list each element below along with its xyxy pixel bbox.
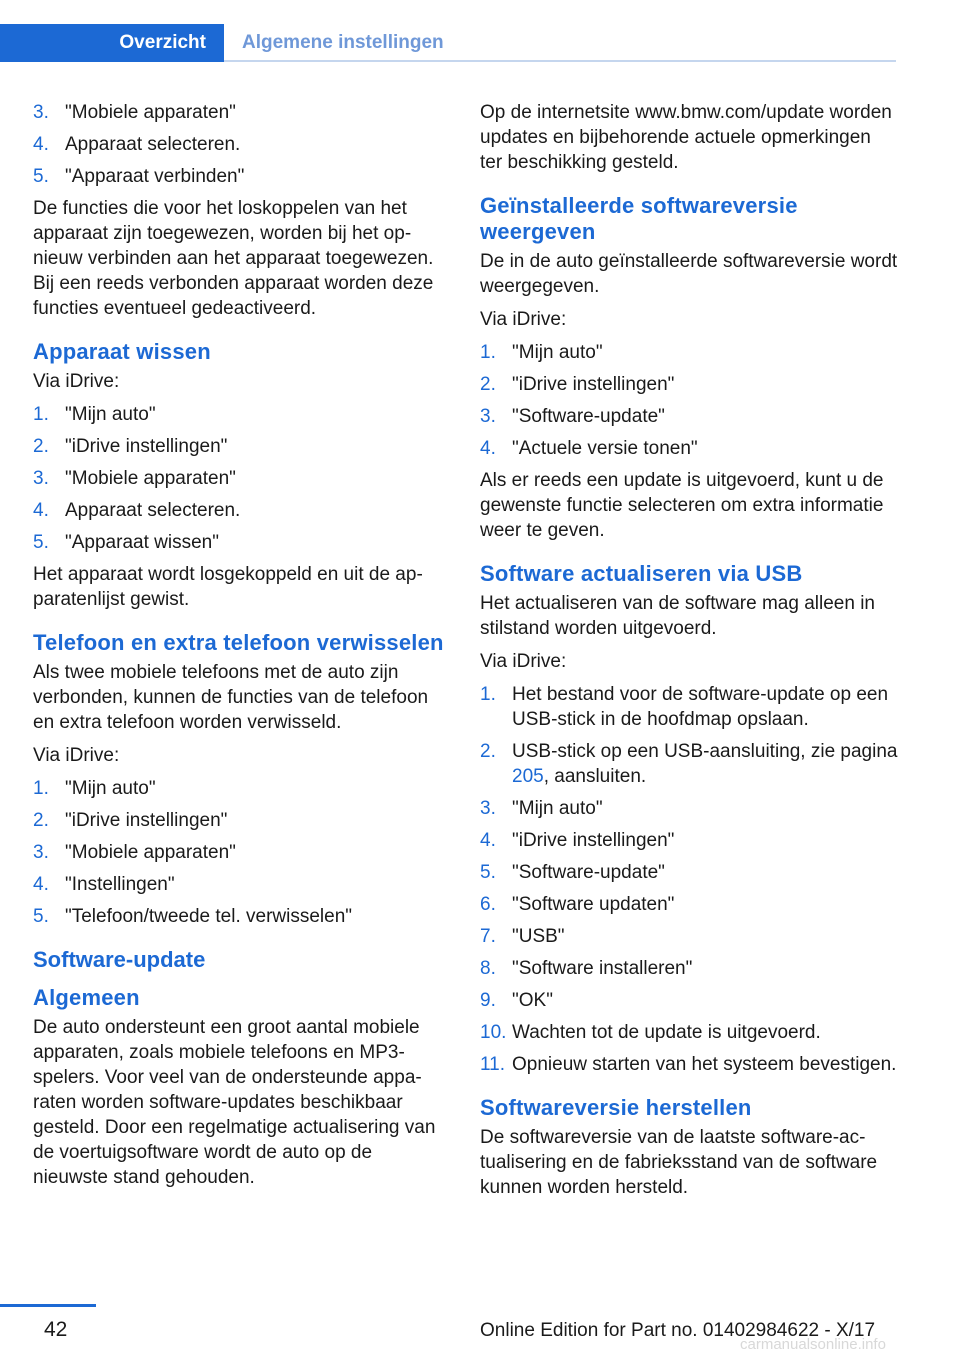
list-number: 5. [33, 906, 49, 927]
heading-actualiseren-usb: Software actualiseren via USB [480, 561, 803, 586]
list-item [480, 956, 898, 981]
list-item [480, 404, 898, 429]
list-item [33, 498, 451, 523]
left-column [33, 100, 451, 1198]
paragraph-ondersteunt: De auto ondersteunt een groot aantal mobiele apparaten, zoals mobiele telefoons en MP3-spelers. Voor veel van de ondersteunde apparaten worden software-updates beschikbaar gesteld. Door een regelmatige actualisering van de voertuigsoftware wordt de auto op de nieuwste stand gehouden. [33, 1017, 436, 1188]
list-number: 5. [480, 862, 496, 883]
list-number: 5. [33, 166, 49, 187]
list-item [33, 776, 451, 801]
list-text-after: , aansluiten. [543, 766, 647, 787]
heading-softwareversie-herstellen: Softwareversie herstellen [480, 1095, 752, 1120]
list-number: 1. [480, 342, 496, 363]
list-item [480, 860, 898, 885]
list-number: 4. [480, 830, 496, 851]
list-number: 3. [33, 102, 49, 123]
watermark: carmanualsonline.info [740, 1336, 886, 1353]
list-number: 2. [33, 810, 49, 831]
list-number: 4. [33, 500, 49, 521]
list-text: "Apparaat verbinden" [65, 166, 245, 187]
list-number: 11. [480, 1054, 506, 1075]
list-text: "Software installeren" [512, 958, 693, 979]
list-text: "Telefoon/tweede tel. verwisselen" [65, 906, 353, 927]
edition-note: Online Edition for Part no. 01402984622 - X/17 [480, 1320, 876, 1341]
list-text: "iDrive instellingen" [512, 830, 675, 851]
page-number: 42 [44, 1318, 68, 1341]
list-number: 2. [480, 374, 496, 395]
list-text: Apparaat selecteren. [65, 500, 241, 521]
list-number: 4. [480, 438, 496, 459]
list-number: 6. [480, 894, 496, 915]
list-text: "Mijn auto" [65, 404, 156, 425]
list-text [512, 739, 898, 789]
list-text: Opnieuw starten van het systeem bevestigen. [512, 1054, 897, 1075]
list-item [33, 434, 451, 459]
list-number: 4. [33, 134, 49, 155]
steps-list-usb-continued [480, 796, 898, 1077]
list-text: "Instellingen" [65, 874, 175, 895]
list-item [33, 872, 451, 897]
list-number: 3. [480, 798, 496, 819]
list-item [480, 892, 898, 917]
list-text: "Mijn auto" [65, 778, 156, 799]
list-item [480, 436, 898, 461]
page-header [0, 0, 960, 64]
paragraph-twee-telefoons: Als twee mobiele telefoons met de auto zijn verbonden, kunnen de functies van de telefoon en extra telefoon worden verwisseld. [33, 662, 429, 733]
steps-list-verwisselen [33, 776, 451, 929]
paragraph-geinstalleerde: De in de auto geïnstalleerde softwareversie wordt weergegeven. [480, 251, 898, 297]
via-idrive-label: Via iDrive: [480, 309, 567, 330]
paragraph-functies: De functies die voor het loskoppelen van het apparaat zijn toegewezen, worden bij het opnieuw verbinden aan het apparaat toegewezen. Bij een reeds verbonden apparaat worden deze functies eventueel gedeactiveerd. [33, 198, 434, 319]
list-number: 1. [33, 404, 49, 425]
tab-overzicht[interactable]: Overzicht [0, 24, 224, 62]
list-number: 2. [33, 436, 49, 457]
steps-list-verbinden [33, 100, 451, 189]
via-idrive-label: Via iDrive: [33, 745, 120, 766]
list-text: "Software updaten" [512, 894, 675, 915]
list-item [33, 530, 451, 555]
tab-algemene-instellingen[interactable]: Algemene instellingen [242, 32, 444, 53]
list-item [480, 796, 898, 821]
via-idrive-label: Via iDrive: [480, 651, 567, 672]
list-text: "Mobiele apparaten" [65, 102, 236, 123]
list-item [33, 904, 451, 929]
list-text: "OK" [512, 990, 553, 1011]
list-number: 3. [33, 468, 49, 489]
heading-telefoon-verwisselen: Telefoon en extra telefoon verwisselen [33, 630, 444, 655]
steps-list-versie [480, 340, 898, 461]
list-item [33, 808, 451, 833]
list-text: "Software-update" [512, 862, 665, 883]
list-text: "Actuele versie tonen" [512, 438, 698, 459]
list-item [480, 682, 898, 732]
list-item [480, 1052, 898, 1077]
paragraph-reeds-update: Als er reeds een update is uitgevoerd, kunt u de gewenste functie selecteren om extra informatie weer te geven. [480, 470, 884, 541]
list-text: Wachten tot de update is uitgevoerd. [512, 1022, 821, 1043]
list-text: Apparaat selecteren. [65, 134, 241, 155]
list-number: 5. [33, 532, 49, 553]
list-number: 10. [480, 1022, 507, 1043]
heading-algemeen: Algemeen [33, 985, 140, 1010]
list-item [33, 100, 451, 125]
list-item [33, 466, 451, 491]
heading-geinstalleerde-softwareversie: Geïnstalleerde softwareversie weergeven [480, 193, 798, 244]
list-item [480, 739, 898, 789]
steps-list-wissen [33, 402, 451, 555]
list-item [33, 402, 451, 427]
list-text: "Mobiele apparaten" [65, 468, 236, 489]
heading-apparaat-wissen: Apparaat wissen [33, 339, 211, 364]
list-number: 8. [480, 958, 496, 979]
list-number: 4. [33, 874, 49, 895]
page-reference-link[interactable]: 205 [512, 766, 544, 787]
list-item [480, 924, 898, 949]
paragraph-losgekoppeld: Het apparaat wordt losgekoppeld en uit de apparatenlijst gewist. [33, 564, 423, 610]
via-idrive-label: Via iDrive: [33, 371, 120, 392]
heading-software-update: Software-update [33, 947, 206, 972]
list-number: 1. [33, 778, 49, 799]
list-number: 3. [33, 842, 49, 863]
list-number: 2. [480, 741, 496, 762]
list-item [33, 164, 451, 189]
list-number: 3. [480, 406, 496, 427]
list-text: "iDrive instellingen" [65, 810, 228, 831]
right-column [480, 100, 898, 1208]
list-text: "Mijn auto" [512, 342, 603, 363]
list-number: 7. [480, 926, 496, 947]
list-text: "Mijn auto" [512, 798, 603, 819]
list-number: 9. [480, 990, 496, 1011]
list-text: "iDrive instellingen" [65, 436, 228, 457]
footer-accent-line [0, 1304, 96, 1307]
list-text: "Apparaat wissen" [65, 532, 219, 553]
list-number: 1. [480, 684, 496, 705]
list-text-before: USB-stick op een USB-aansluiting, zie pagina [512, 741, 898, 762]
paragraph-stilstand: Het actualiseren van de software mag alleen in stilstand worden uitgevoerd. [480, 593, 876, 639]
list-item [33, 840, 451, 865]
header-divider [224, 60, 896, 62]
list-text: "Software-update" [512, 406, 665, 427]
paragraph-internetsite: Op de internetsite www.bmw.com/update worden updates en bijbehorende actuele opmerkingen ter beschikking gesteld. [480, 102, 892, 173]
list-text: "USB" [512, 926, 565, 947]
steps-list-usb [480, 682, 898, 789]
list-text: Het bestand voor de software-update op een USB-stick in de hoofdmap opslaan. [512, 684, 889, 730]
list-item [480, 1020, 898, 1045]
list-item [480, 988, 898, 1013]
list-item [33, 132, 451, 157]
paragraph-herstellen: De softwareversie van de laatste software-actualisering en de fabrieksstand van de software kunnen worden hersteld. [480, 1127, 878, 1198]
list-text: "Mobiele apparaten" [65, 842, 236, 863]
list-text: "iDrive instellingen" [512, 374, 675, 395]
list-item [480, 828, 898, 853]
list-item [480, 372, 898, 397]
list-item [480, 340, 898, 365]
